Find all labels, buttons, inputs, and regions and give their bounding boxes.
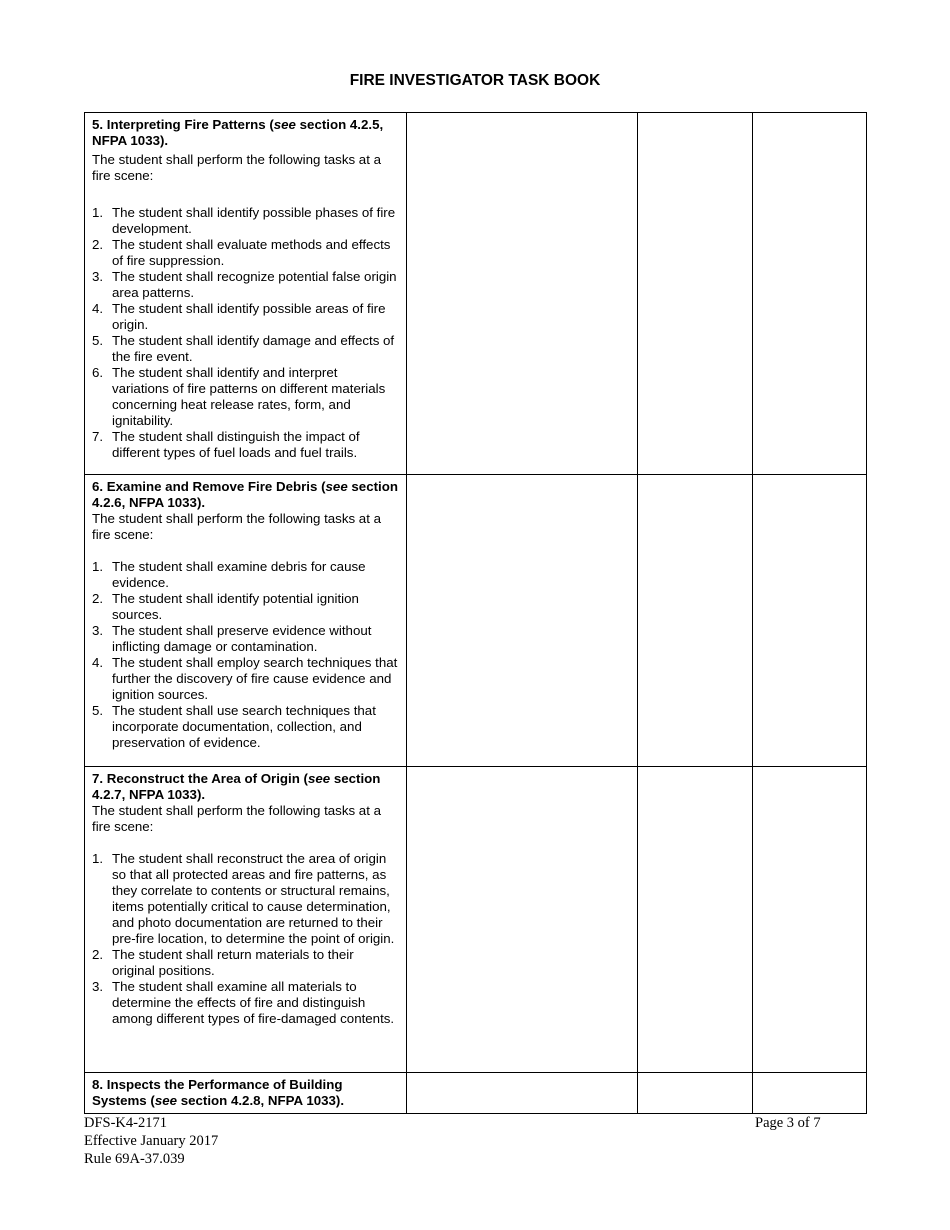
- list-item: 1. The student shall identify possible phases of fire development.: [92, 205, 396, 236]
- section-row-6: [85, 475, 867, 767]
- blank-cell: [407, 1073, 638, 1114]
- list-item: 5. The student shall use search techniques that incorporate documentation, collection, and preservation of evidence.: [92, 703, 376, 750]
- list-item: 2. The student shall evaluate methods and effects of fire suppression.: [92, 237, 391, 268]
- section-row-7: [85, 767, 867, 1073]
- section-heading: 7. Reconstruct the Area of Origin (see section 4.2.7, NFPA 1033).: [92, 771, 381, 802]
- section-intro: The student shall perform the following tasks at a fire scene:: [92, 511, 381, 542]
- page-title: FIRE INVESTIGATOR TASK BOOK: [349, 72, 601, 89]
- list-item: 7. The student shall distinguish the impact of different types of fuel loads and fuel trails.: [92, 429, 360, 460]
- task-list: [92, 851, 398, 1027]
- blank-cell: [407, 475, 638, 767]
- task-list: [92, 205, 398, 461]
- footer-info: [84, 1114, 218, 1168]
- list-item: 3. The student shall recognize potential false origin area patterns.: [92, 269, 397, 300]
- effective-date: Effective January 2017: [84, 1133, 219, 1149]
- section-heading: 8. Inspects the Performance of Building Systems (see section 4.2.8, NFPA 1033).: [92, 1077, 345, 1108]
- blank-cell: [638, 475, 753, 767]
- list-item: 1. The student shall examine debris for cause evidence.: [92, 559, 366, 590]
- section-intro: The student shall perform the following tasks at a fire scene:: [92, 803, 381, 834]
- blank-cell: [638, 767, 753, 1073]
- list-item: 4. The student shall employ search techniques that further the discovery of fire cause evidence and ignition sources.: [92, 655, 398, 702]
- blank-cell: [753, 475, 867, 767]
- blank-cell: [753, 113, 867, 475]
- section-row-5: [85, 113, 867, 475]
- list-item: 1. The student shall reconstruct the area of origin so that all protected areas and fire patterns, as they correlate to contents or structural remains, items potentially critical to cause determination, and photo documentation are returned to their pre-fire location, to determine the point of origin.: [92, 851, 395, 946]
- section-description: [85, 1073, 407, 1114]
- section-heading: 6. Examine and Remove Fire Debris (see section 4.2.6, NFPA 1033).: [92, 479, 398, 510]
- blank-cell: [638, 1073, 753, 1114]
- section-description: [85, 475, 407, 767]
- list-item: 6. The student shall identify and interpret variations of fire patterns on different materials concerning heat release rates, form, and ignitability.: [92, 365, 386, 428]
- section-description: [85, 767, 407, 1073]
- blank-cell: [638, 113, 753, 475]
- list-item: 2. The student shall identify potential ignition sources.: [92, 591, 359, 622]
- list-item: 2. The student shall return materials to their original positions.: [92, 947, 354, 978]
- task-list: [92, 559, 398, 751]
- list-item: 4. The student shall identify possible areas of fire origin.: [92, 301, 386, 332]
- list-item: 5. The student shall identify damage and effects of the fire event.: [92, 333, 395, 364]
- list-item: 3. The student shall examine all materials to determine the effects of fire and distinguish among different types of fire-damaged contents.: [92, 979, 395, 1026]
- section-intro: The student shall perform the following tasks at a fire scene:: [92, 152, 381, 183]
- section-heading: 5. Interpreting Fire Patterns (see section 4.2.5, NFPA 1033).: [92, 117, 384, 148]
- rule-number: Rule 69A-37.039: [84, 1151, 185, 1167]
- list-item: 3. The student shall preserve evidence without inflicting damage or contamination.: [92, 623, 372, 654]
- task-table: [84, 112, 867, 1114]
- section-description: [85, 113, 407, 475]
- section-row-8: [85, 1073, 867, 1114]
- blank-cell: [407, 113, 638, 475]
- blank-cell: [753, 1073, 867, 1114]
- form-number: DFS-K4-2171: [84, 1115, 167, 1131]
- page-number: Page 3 of 7: [755, 1115, 821, 1131]
- blank-cell: [407, 767, 638, 1073]
- blank-cell: [753, 767, 867, 1073]
